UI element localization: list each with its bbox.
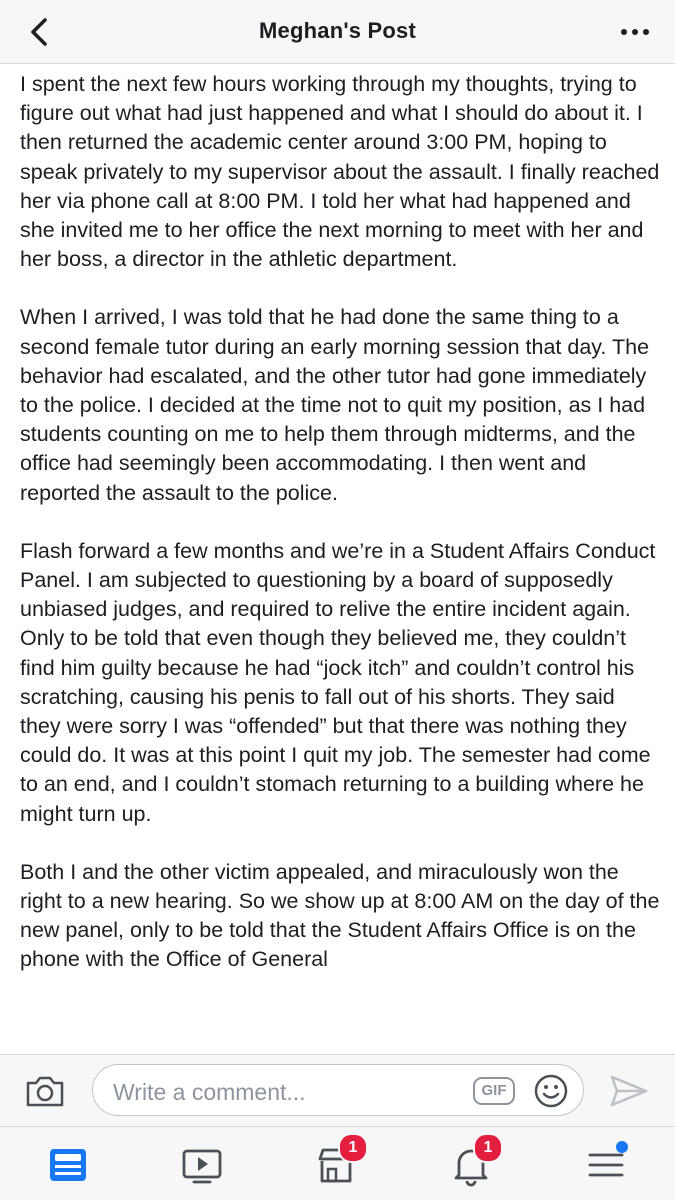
post-paragraph: Flash forward a few months and we’re in a Student Affairs Conduct Panel. I am subjected to questioning by a board of supposedly unbiased judges, and required to relive the entire incident again. Only to be told that even though they believed me, they couldn’t find him guilty because he had “jock itch” and couldn’t control his scratching, causing his penis to fall out of his shorts. They said they were sorry I was “offended” but that there was nothing they could do. It was at this point I quit my job. The semester had come to an end, and I couldn’t stomach returning to a building where he might turn up. (20, 538, 656, 826)
emoji-button[interactable] (533, 1073, 569, 1109)
more-options-button[interactable] (615, 18, 655, 46)
nav-watch[interactable] (178, 1141, 226, 1189)
notifications-badge: 1 (473, 1133, 503, 1163)
nav-marketplace[interactable] (312, 1141, 360, 1189)
camera-icon (24, 1072, 66, 1110)
post-paragraph: Both I and the other victim appealed, and miraculously won the right to a new hearing. So we show up at 8:00 AM on the day of the new panel, only to be told that the Student Affairs Office is on the phone with the Office of General (20, 859, 660, 972)
more-horizontal-icon (615, 18, 655, 46)
marketplace-badge: 1 (338, 1133, 368, 1163)
camera-button[interactable] (24, 1072, 66, 1110)
post-paragraph: I spent the next few hours working through my thoughts, trying to figure out what had just happened and what I should do about it. I then returned the academic center around 3:00 PM, hoping to speak privately to my supervisor about the assault. I finally reached her via phone call at 8:00 PM. I told her what had happened and she invited me to her office the next morning to meet with her and her boss, a director in the athletic department. (20, 72, 660, 272)
send-button[interactable] (608, 1072, 650, 1110)
emoji-icon (533, 1073, 569, 1109)
nav-news-feed[interactable] (44, 1141, 92, 1189)
post-paragraph: When I arrived, I was told that he had done the same thing to a second female tutor during an early morning session that day. The behavior had escalated, and the other tutor had gone immediately to the police. I decided at the time not to quit my position, as I had students counting on me to help them through midterms, and the office had seemingly been accommodating. I then went and reported the assault to the police. (20, 305, 650, 505)
send-icon (608, 1072, 650, 1110)
gif-button[interactable]: GIF (473, 1077, 515, 1105)
comment-bar (0, 1054, 675, 1126)
menu-notification-dot (616, 1141, 628, 1153)
bottom-nav (0, 1126, 675, 1200)
post-content (20, 64, 660, 1054)
nav-menu[interactable] (582, 1141, 630, 1189)
nav-notifications[interactable] (447, 1141, 495, 1189)
news-feed-icon (44, 1141, 92, 1189)
comment-placeholder: Write a comment... (113, 1079, 306, 1105)
comment-input[interactable] (92, 1064, 584, 1116)
watch-video-icon (178, 1141, 226, 1189)
page-title: Meghan's Post (259, 18, 416, 43)
top-header (0, 0, 675, 64)
